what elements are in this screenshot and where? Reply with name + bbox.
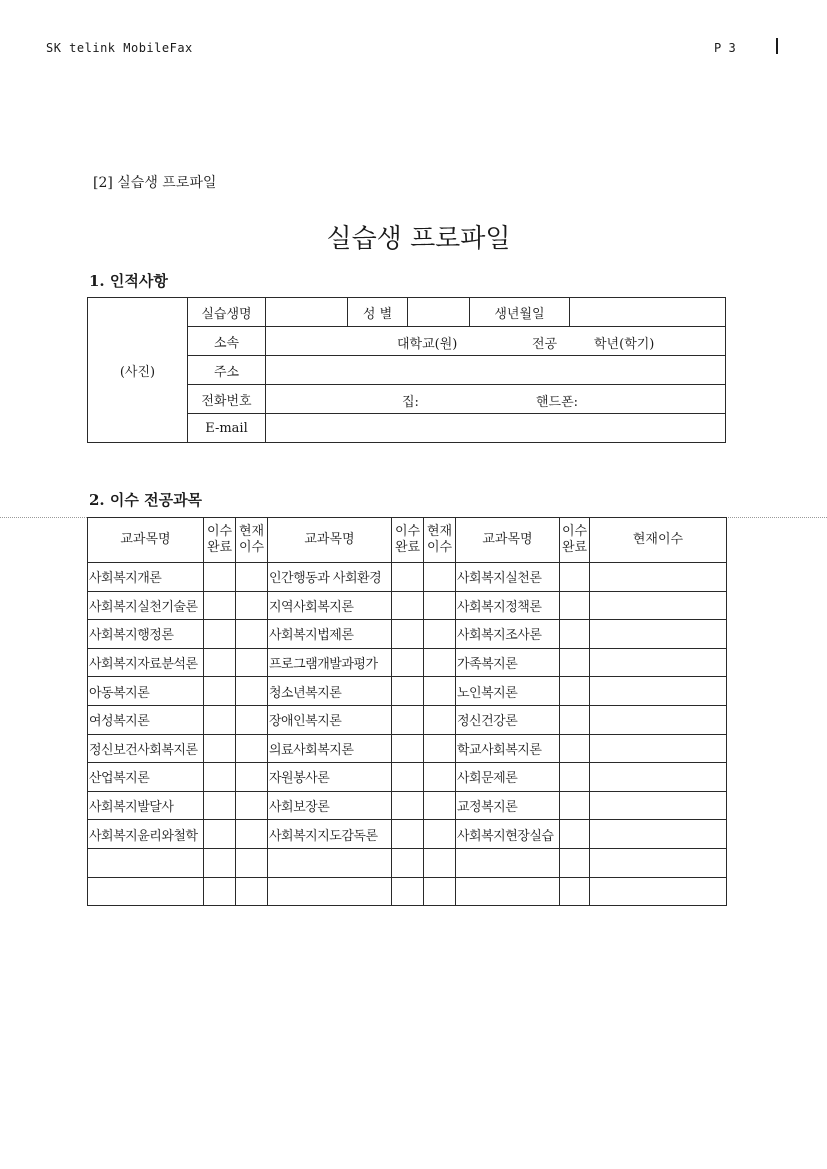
completed-checkbox-cell[interactable] bbox=[392, 848, 424, 877]
completed-checkbox-cell[interactable] bbox=[560, 763, 590, 792]
current-checkbox-cell[interactable] bbox=[590, 791, 727, 820]
completed-checkbox-cell[interactable] bbox=[204, 563, 236, 592]
course-name-cell bbox=[268, 848, 392, 877]
header-completed: 이수 완료 bbox=[392, 518, 424, 563]
completed-checkbox-cell[interactable] bbox=[392, 877, 424, 906]
current-checkbox-cell[interactable] bbox=[236, 648, 268, 677]
completed-checkbox-cell[interactable] bbox=[204, 620, 236, 649]
completed-checkbox-cell[interactable] bbox=[392, 820, 424, 849]
course-name-cell: 아동복지론 bbox=[88, 677, 204, 706]
current-checkbox-cell[interactable] bbox=[236, 677, 268, 706]
header-completed: 이수 완료 bbox=[560, 518, 590, 563]
current-checkbox-cell[interactable] bbox=[590, 848, 727, 877]
name-label: 실습생명 bbox=[188, 298, 266, 327]
course-name-cell: 청소년복지론 bbox=[268, 677, 392, 706]
course-name-cell: 의료사회복지론 bbox=[268, 734, 392, 763]
header-course-name: 교과목명 bbox=[88, 518, 204, 563]
course-name-cell: 인간행동과 사회환경 bbox=[268, 563, 392, 592]
completed-checkbox-cell[interactable] bbox=[560, 705, 590, 734]
header-current: 현재이수 bbox=[590, 518, 727, 563]
table-row bbox=[88, 848, 727, 877]
table-row bbox=[88, 677, 727, 706]
affiliation-value[interactable] bbox=[266, 327, 726, 356]
course-name-cell: 사회보장론 bbox=[268, 791, 392, 820]
fax-page-number: P 3 bbox=[714, 41, 736, 55]
completed-checkbox-cell[interactable] bbox=[392, 620, 424, 649]
header-current: 현재 이수 bbox=[424, 518, 456, 563]
completed-checkbox-cell[interactable] bbox=[560, 648, 590, 677]
completed-checkbox-cell[interactable] bbox=[392, 648, 424, 677]
page-title: 실습생 프로파일 bbox=[326, 224, 511, 254]
year-label: 학년(학기) bbox=[594, 337, 655, 352]
completed-checkbox-cell[interactable] bbox=[560, 591, 590, 620]
completed-checkbox-cell[interactable] bbox=[560, 563, 590, 592]
current-checkbox-cell[interactable] bbox=[236, 791, 268, 820]
email-label: E-mail bbox=[188, 414, 266, 443]
completed-checkbox-cell[interactable] bbox=[392, 591, 424, 620]
header-course-name: 교과목명 bbox=[268, 518, 392, 563]
completed-checkbox-cell[interactable] bbox=[560, 677, 590, 706]
current-checkbox-cell[interactable] bbox=[424, 848, 456, 877]
current-checkbox-cell[interactable] bbox=[424, 620, 456, 649]
current-checkbox-cell[interactable] bbox=[590, 648, 727, 677]
header-course-name: 교과목명 bbox=[456, 518, 560, 563]
current-checkbox-cell[interactable] bbox=[424, 648, 456, 677]
course-name-cell: 사회복지실천론 bbox=[456, 563, 560, 592]
current-checkbox-cell[interactable] bbox=[590, 591, 727, 620]
current-checkbox-cell[interactable] bbox=[590, 620, 727, 649]
completed-checkbox-cell[interactable] bbox=[392, 763, 424, 792]
course-name-cell: 산업복지론 bbox=[88, 763, 204, 792]
home-phone-label: 집: bbox=[402, 395, 419, 410]
completed-checkbox-cell[interactable] bbox=[560, 877, 590, 906]
course-name-cell: 여성복지론 bbox=[88, 705, 204, 734]
current-checkbox-cell[interactable] bbox=[236, 620, 268, 649]
courses-table bbox=[87, 517, 727, 906]
current-checkbox-cell[interactable] bbox=[424, 734, 456, 763]
current-checkbox-cell[interactable] bbox=[236, 877, 268, 906]
major-label: 전공 bbox=[532, 337, 558, 352]
current-checkbox-cell[interactable] bbox=[424, 763, 456, 792]
current-checkbox-cell[interactable] bbox=[590, 677, 727, 706]
section-label: [2] 실습생 프로파일 bbox=[93, 175, 217, 191]
birth-value[interactable] bbox=[570, 298, 726, 327]
completed-checkbox-cell[interactable] bbox=[204, 648, 236, 677]
table-row bbox=[88, 820, 727, 849]
current-checkbox-cell[interactable] bbox=[424, 705, 456, 734]
course-name-cell: 사회복지현장실습 bbox=[456, 820, 560, 849]
completed-checkbox-cell[interactable] bbox=[204, 763, 236, 792]
university-label: 대학교(원) bbox=[397, 337, 458, 352]
completed-checkbox-cell[interactable] bbox=[204, 705, 236, 734]
course-name-cell: 정신건강론 bbox=[456, 705, 560, 734]
completed-checkbox-cell[interactable] bbox=[560, 791, 590, 820]
completed-checkbox-cell[interactable] bbox=[392, 734, 424, 763]
course-name-cell bbox=[456, 877, 560, 906]
completed-checkbox-cell[interactable] bbox=[560, 820, 590, 849]
current-checkbox-cell[interactable] bbox=[590, 763, 727, 792]
completed-checkbox-cell[interactable] bbox=[204, 677, 236, 706]
header-current: 현재 이수 bbox=[236, 518, 268, 563]
fax-sender: SK telink MobileFax bbox=[46, 41, 193, 55]
current-checkbox-cell[interactable] bbox=[236, 705, 268, 734]
completed-checkbox-cell[interactable] bbox=[204, 791, 236, 820]
email-value[interactable] bbox=[266, 414, 726, 443]
current-checkbox-cell[interactable] bbox=[236, 591, 268, 620]
course-name-cell: 사회복지정책론 bbox=[456, 591, 560, 620]
current-checkbox-cell[interactable] bbox=[236, 848, 268, 877]
course-name-cell bbox=[456, 848, 560, 877]
course-name-cell bbox=[268, 877, 392, 906]
current-checkbox-cell[interactable] bbox=[424, 791, 456, 820]
table-row bbox=[88, 763, 727, 792]
personal-info-table bbox=[87, 297, 726, 443]
course-name-cell bbox=[88, 848, 204, 877]
course-name-cell: 학교사회복지론 bbox=[456, 734, 560, 763]
current-checkbox-cell[interactable] bbox=[424, 677, 456, 706]
course-name-cell: 사회복지행정론 bbox=[88, 620, 204, 649]
completed-checkbox-cell[interactable] bbox=[204, 734, 236, 763]
current-checkbox-cell[interactable] bbox=[424, 591, 456, 620]
current-checkbox-cell[interactable] bbox=[424, 820, 456, 849]
completed-checkbox-cell[interactable] bbox=[204, 848, 236, 877]
course-name-cell: 사회복지지도감독론 bbox=[268, 820, 392, 849]
course-name-cell: 지역사회복지론 bbox=[268, 591, 392, 620]
current-checkbox-cell[interactable] bbox=[236, 763, 268, 792]
table-row bbox=[88, 705, 727, 734]
course-name-cell: 사회복지실천기술론 bbox=[88, 591, 204, 620]
course-name-cell: 사회문제론 bbox=[456, 763, 560, 792]
course-name-cell: 자원봉사론 bbox=[268, 763, 392, 792]
completed-checkbox-cell[interactable] bbox=[392, 791, 424, 820]
current-checkbox-cell[interactable] bbox=[590, 734, 727, 763]
address-label: 주소 bbox=[188, 356, 266, 385]
completed-checkbox-cell[interactable] bbox=[560, 620, 590, 649]
gender-label: 성 별 bbox=[348, 298, 408, 327]
header-completed: 이수 완료 bbox=[204, 518, 236, 563]
photo-cell: (사진) bbox=[88, 298, 188, 443]
current-checkbox-cell[interactable] bbox=[236, 563, 268, 592]
affiliation-label: 소속 bbox=[188, 327, 266, 356]
phone-label: 전화번호 bbox=[188, 385, 266, 414]
birth-label: 생년월일 bbox=[470, 298, 570, 327]
course-name-cell: 사회복지발달사 bbox=[88, 791, 204, 820]
gender-value[interactable] bbox=[408, 298, 470, 327]
completed-checkbox-cell[interactable] bbox=[560, 848, 590, 877]
course-name-cell bbox=[88, 877, 204, 906]
address-value[interactable] bbox=[266, 356, 726, 385]
table-row bbox=[88, 791, 727, 820]
course-name-cell: 정신보건사회복지론 bbox=[88, 734, 204, 763]
course-name-cell: 사회복지윤리와철학 bbox=[88, 820, 204, 849]
course-name-cell: 사회복지법제론 bbox=[268, 620, 392, 649]
current-checkbox-cell[interactable] bbox=[590, 705, 727, 734]
current-checkbox-cell[interactable] bbox=[590, 877, 727, 906]
course-name-cell: 장애인복지론 bbox=[268, 705, 392, 734]
completed-checkbox-cell[interactable] bbox=[204, 591, 236, 620]
phone-value[interactable] bbox=[266, 385, 726, 414]
personal-heading: 1. 인적사항 bbox=[89, 272, 168, 290]
table-row bbox=[88, 648, 727, 677]
table-row bbox=[88, 563, 727, 592]
current-checkbox-cell[interactable] bbox=[236, 734, 268, 763]
current-checkbox-cell[interactable] bbox=[424, 563, 456, 592]
completed-checkbox-cell[interactable] bbox=[560, 734, 590, 763]
course-name-cell: 사회복지자료분석론 bbox=[88, 648, 204, 677]
course-name-cell: 프로그램개발과평가 bbox=[268, 648, 392, 677]
completed-checkbox-cell[interactable] bbox=[392, 705, 424, 734]
course-name-cell: 노인복지론 bbox=[456, 677, 560, 706]
name-value[interactable] bbox=[266, 298, 348, 327]
completed-checkbox-cell[interactable] bbox=[204, 820, 236, 849]
table-row bbox=[88, 591, 727, 620]
completed-checkbox-cell[interactable] bbox=[392, 563, 424, 592]
mobile-phone-label: 핸드폰: bbox=[536, 395, 579, 410]
table-row bbox=[88, 877, 727, 906]
course-name-cell: 교정복지론 bbox=[456, 791, 560, 820]
fax-margin-mark bbox=[776, 38, 778, 54]
completed-checkbox-cell[interactable] bbox=[392, 677, 424, 706]
table-row bbox=[88, 734, 727, 763]
courses-heading: 2. 이수 전공과목 bbox=[89, 491, 203, 509]
current-checkbox-cell[interactable] bbox=[236, 820, 268, 849]
completed-checkbox-cell[interactable] bbox=[204, 877, 236, 906]
current-checkbox-cell[interactable] bbox=[590, 820, 727, 849]
table-row bbox=[88, 620, 727, 649]
course-name-cell: 사회복지조사론 bbox=[456, 620, 560, 649]
current-checkbox-cell[interactable] bbox=[424, 877, 456, 906]
course-name-cell: 가족복지론 bbox=[456, 648, 560, 677]
current-checkbox-cell[interactable] bbox=[590, 563, 727, 592]
course-name-cell: 사회복지개론 bbox=[88, 563, 204, 592]
